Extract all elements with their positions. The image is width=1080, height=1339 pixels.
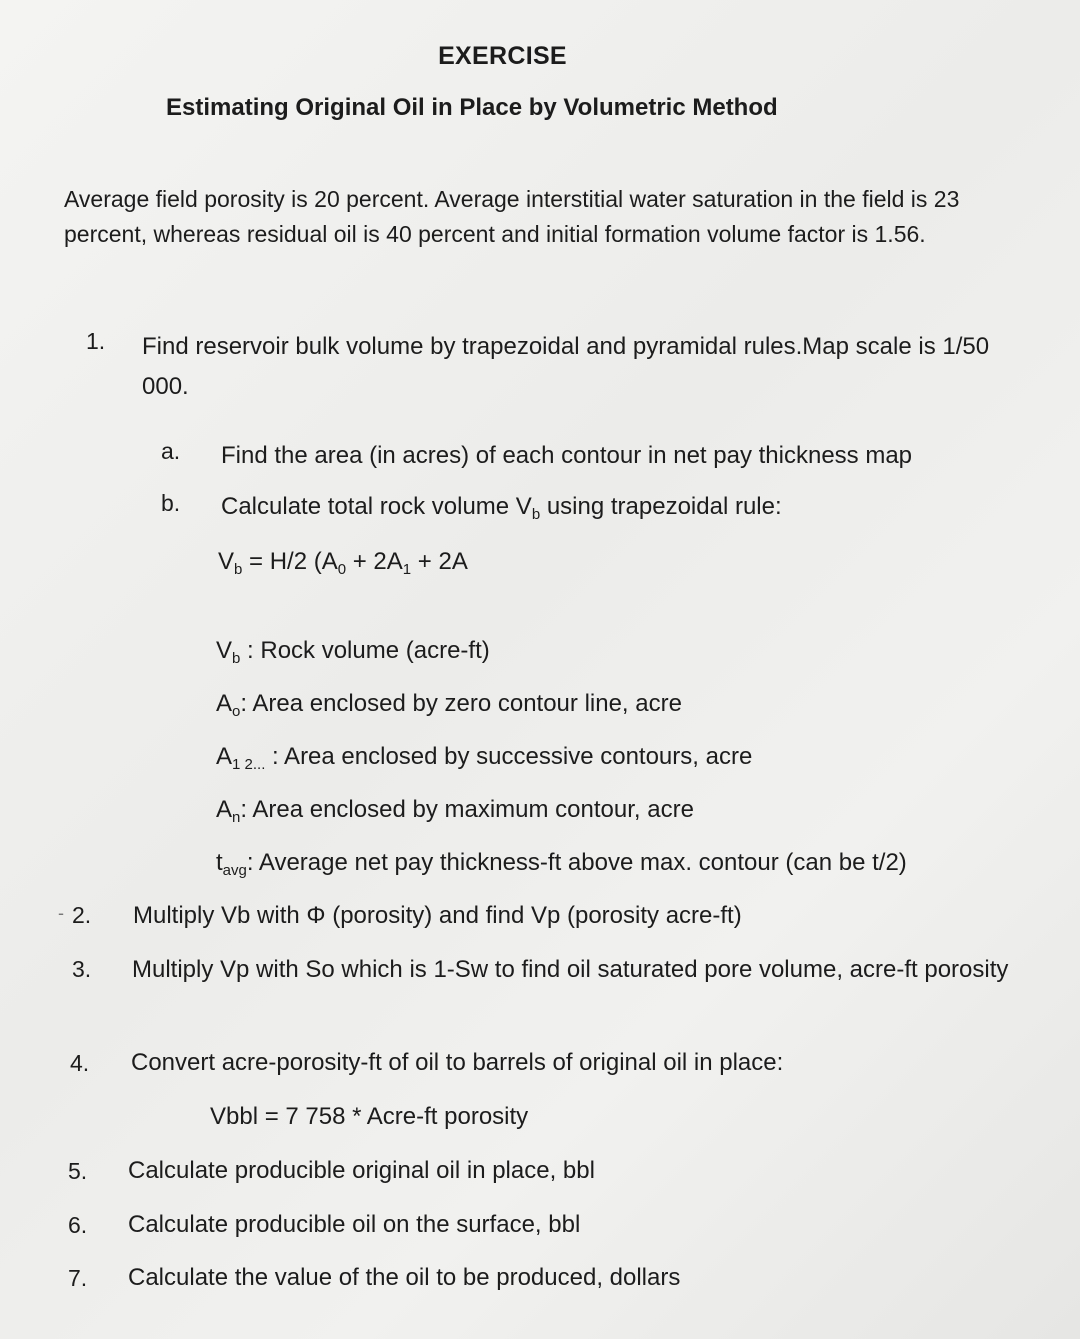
step-number: 5. xyxy=(68,1158,88,1184)
step-number: 6. xyxy=(68,1212,88,1238)
trapezoidal-formula: $V_b = H/2$ ($A_0 + 2A_1 + 2A$ xyxy=(218,548,468,578)
step-number: 7. xyxy=(68,1265,88,1291)
step-number: 3. xyxy=(72,956,92,982)
step-text: Convert acre-porosity-ft of oil to barrels of original oil in place: xyxy=(131,1049,784,1076)
margin-mark: - xyxy=(58,903,64,923)
intro-paragraph: Average field porosity is 20 percent. Average interstitial water saturation in the field is 23 percent, whereas residual oil is 40 percent and initial formation volume factor is 1.56. xyxy=(64,186,960,247)
step-number: 4. xyxy=(70,1050,90,1076)
substep-letter: b. xyxy=(161,490,181,516)
substep-text: Find the area (in acres) of each contour in net pay thickness map xyxy=(221,442,913,469)
definition-a12: $A_{1 2...}$ : Area enclosed by successive contours, acre xyxy=(216,743,753,773)
substep-text: Calculate total rock volume $V_b$ using trapezoidal rule: xyxy=(221,493,782,523)
definition-an: $A_n$: Area enclosed by maximum contour, acre xyxy=(216,796,694,826)
definition-tavg: $t_{avg}$: Average net pay thickness-ft above max. contour (can be t/2) xyxy=(216,849,907,879)
page-subtitle: Estimating Original Oil in Place by Volumetric Method xyxy=(166,94,778,121)
step-text: Find reservoir bulk volume by trapezoidal and pyramidal rules.Map scale is 1/50 000. xyxy=(142,333,990,400)
definition-a0: $A_o$: Area enclosed by zero contour line, acre xyxy=(216,690,682,720)
conversion-formula: Vbbl = 7 758 * Acre-ft porosity xyxy=(210,1103,529,1130)
step-text: Calculate the value of the oil to be produced, dollars xyxy=(128,1264,681,1291)
substep-letter: a. xyxy=(161,438,181,464)
definition-vb: $V_b$ : Rock volume (acre-ft) xyxy=(216,637,490,667)
step-text: Calculate producible original oil in place, bbl xyxy=(128,1157,595,1184)
step-text: Multiply Vp with So which is 1-Sw to find oil saturated pore volume, acre-ft porosity xyxy=(132,956,1009,983)
step-text: Multiply Vb with Φ (porosity) and find Vp (porosity acre-ft) xyxy=(133,902,742,929)
step-number: 1. xyxy=(86,328,106,354)
page-title: EXERCISE xyxy=(438,42,567,70)
step-text: Calculate producible oil on the surface, bbl xyxy=(128,1211,581,1238)
step-number: 2. xyxy=(72,902,92,928)
